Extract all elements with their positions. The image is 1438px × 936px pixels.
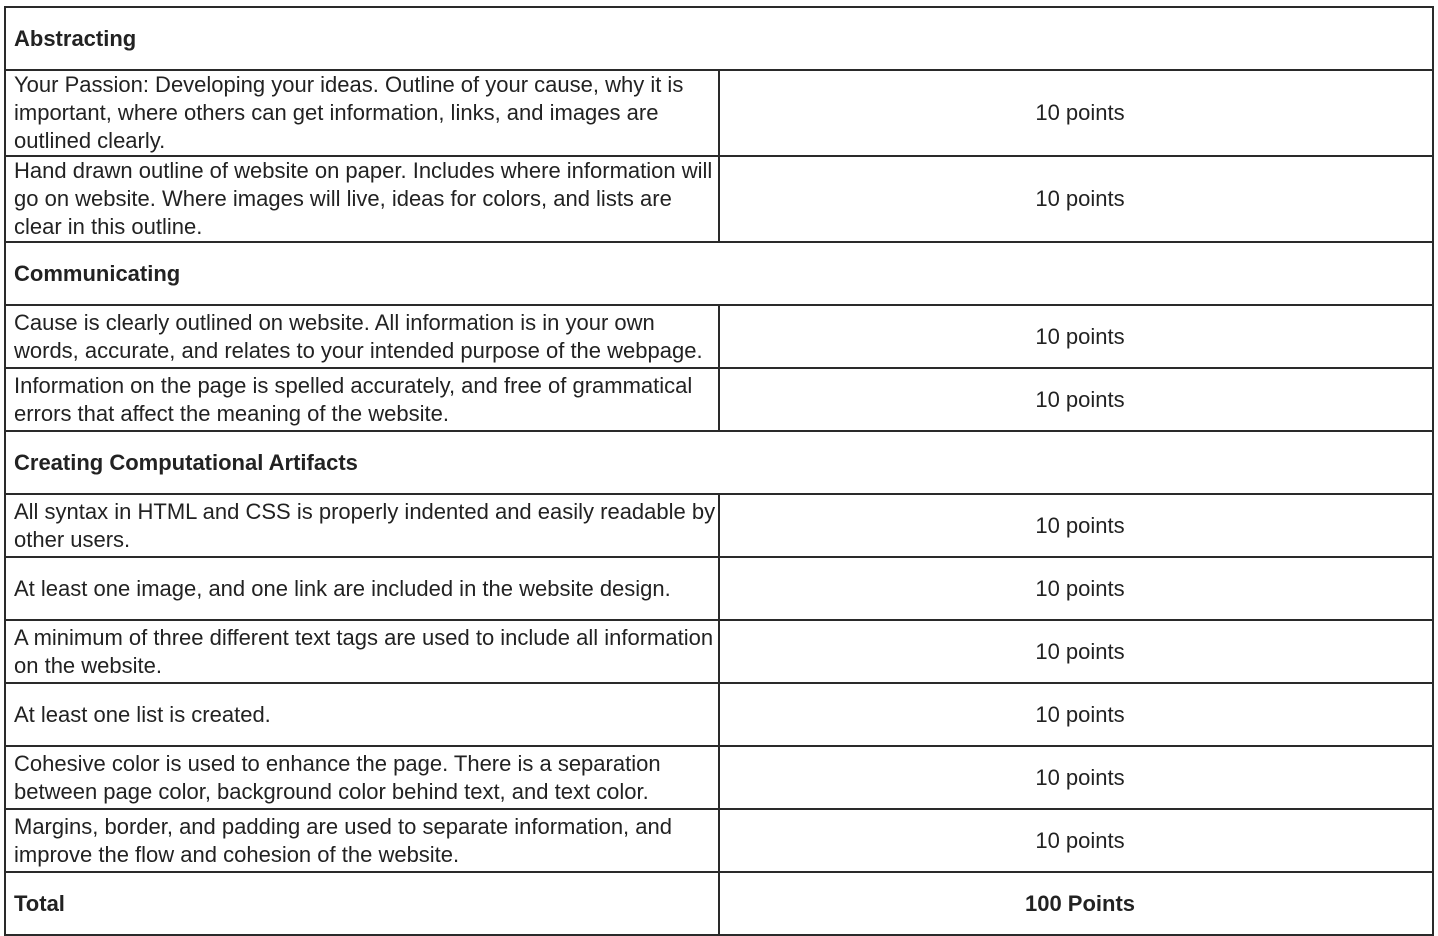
table-row	[5, 557, 1433, 620]
section-title-communicating: Communicating	[5, 242, 1433, 305]
table-row	[5, 368, 1433, 431]
points-cell: 10 points	[719, 557, 1433, 620]
table-row	[5, 746, 1433, 809]
criterion-cell: Hand drawn outline of website on paper. Includes where information will go on website. Where images will live, ideas for colors, and lists are clear in this outline.	[5, 156, 719, 242]
criterion-cell: At least one list is created.	[5, 683, 719, 746]
table-row	[5, 70, 1433, 156]
points-cell: 10 points	[719, 620, 1433, 683]
criterion-cell: Cohesive color is used to enhance the page. There is a separation between page color, background color behind text, and text color.	[5, 746, 719, 809]
criterion-cell: At least one image, and one link are included in the website design.	[5, 557, 719, 620]
section-header-row	[5, 242, 1433, 305]
criterion-cell: Cause is clearly outlined on website. All information is in your own words, accurate, and relates to your intended purpose of the webpage.	[5, 305, 719, 368]
table-row	[5, 494, 1433, 557]
points-cell: 10 points	[719, 494, 1433, 557]
points-cell: 10 points	[719, 368, 1433, 431]
section-header-row	[5, 431, 1433, 494]
points-cell: 10 points	[719, 156, 1433, 242]
criterion-cell: Margins, border, and padding are used to separate information, and improve the flow and cohesion of the website.	[5, 809, 719, 872]
criterion-cell: A minimum of three different text tags are used to include all information on the website.	[5, 620, 719, 683]
total-points: 100 Points	[719, 872, 1433, 935]
section-title-creating-computational-artifacts: Creating Computational Artifacts	[5, 431, 1433, 494]
points-cell: 10 points	[719, 746, 1433, 809]
rubric-table	[4, 6, 1434, 936]
criterion-cell: All syntax in HTML and CSS is properly indented and easily readable by other users.	[5, 494, 719, 557]
points-cell: 10 points	[719, 809, 1433, 872]
points-cell: 10 points	[719, 70, 1433, 156]
section-title-abstracting: Abstracting	[5, 7, 1433, 70]
criterion-cell: Your Passion: Developing your ideas. Outline of your cause, why it is important, where others can get information, links, and images are outlined clearly.	[5, 70, 719, 156]
table-row	[5, 305, 1433, 368]
points-cell: 10 points	[719, 683, 1433, 746]
points-cell: 10 points	[719, 305, 1433, 368]
section-header-row	[5, 7, 1433, 70]
table-row	[5, 620, 1433, 683]
table-row	[5, 809, 1433, 872]
table-row	[5, 156, 1433, 242]
total-label: Total	[5, 872, 719, 935]
criterion-cell: Information on the page is spelled accurately, and free of grammatical errors that affect the meaning of the website.	[5, 368, 719, 431]
table-row	[5, 683, 1433, 746]
total-row	[5, 872, 1433, 935]
